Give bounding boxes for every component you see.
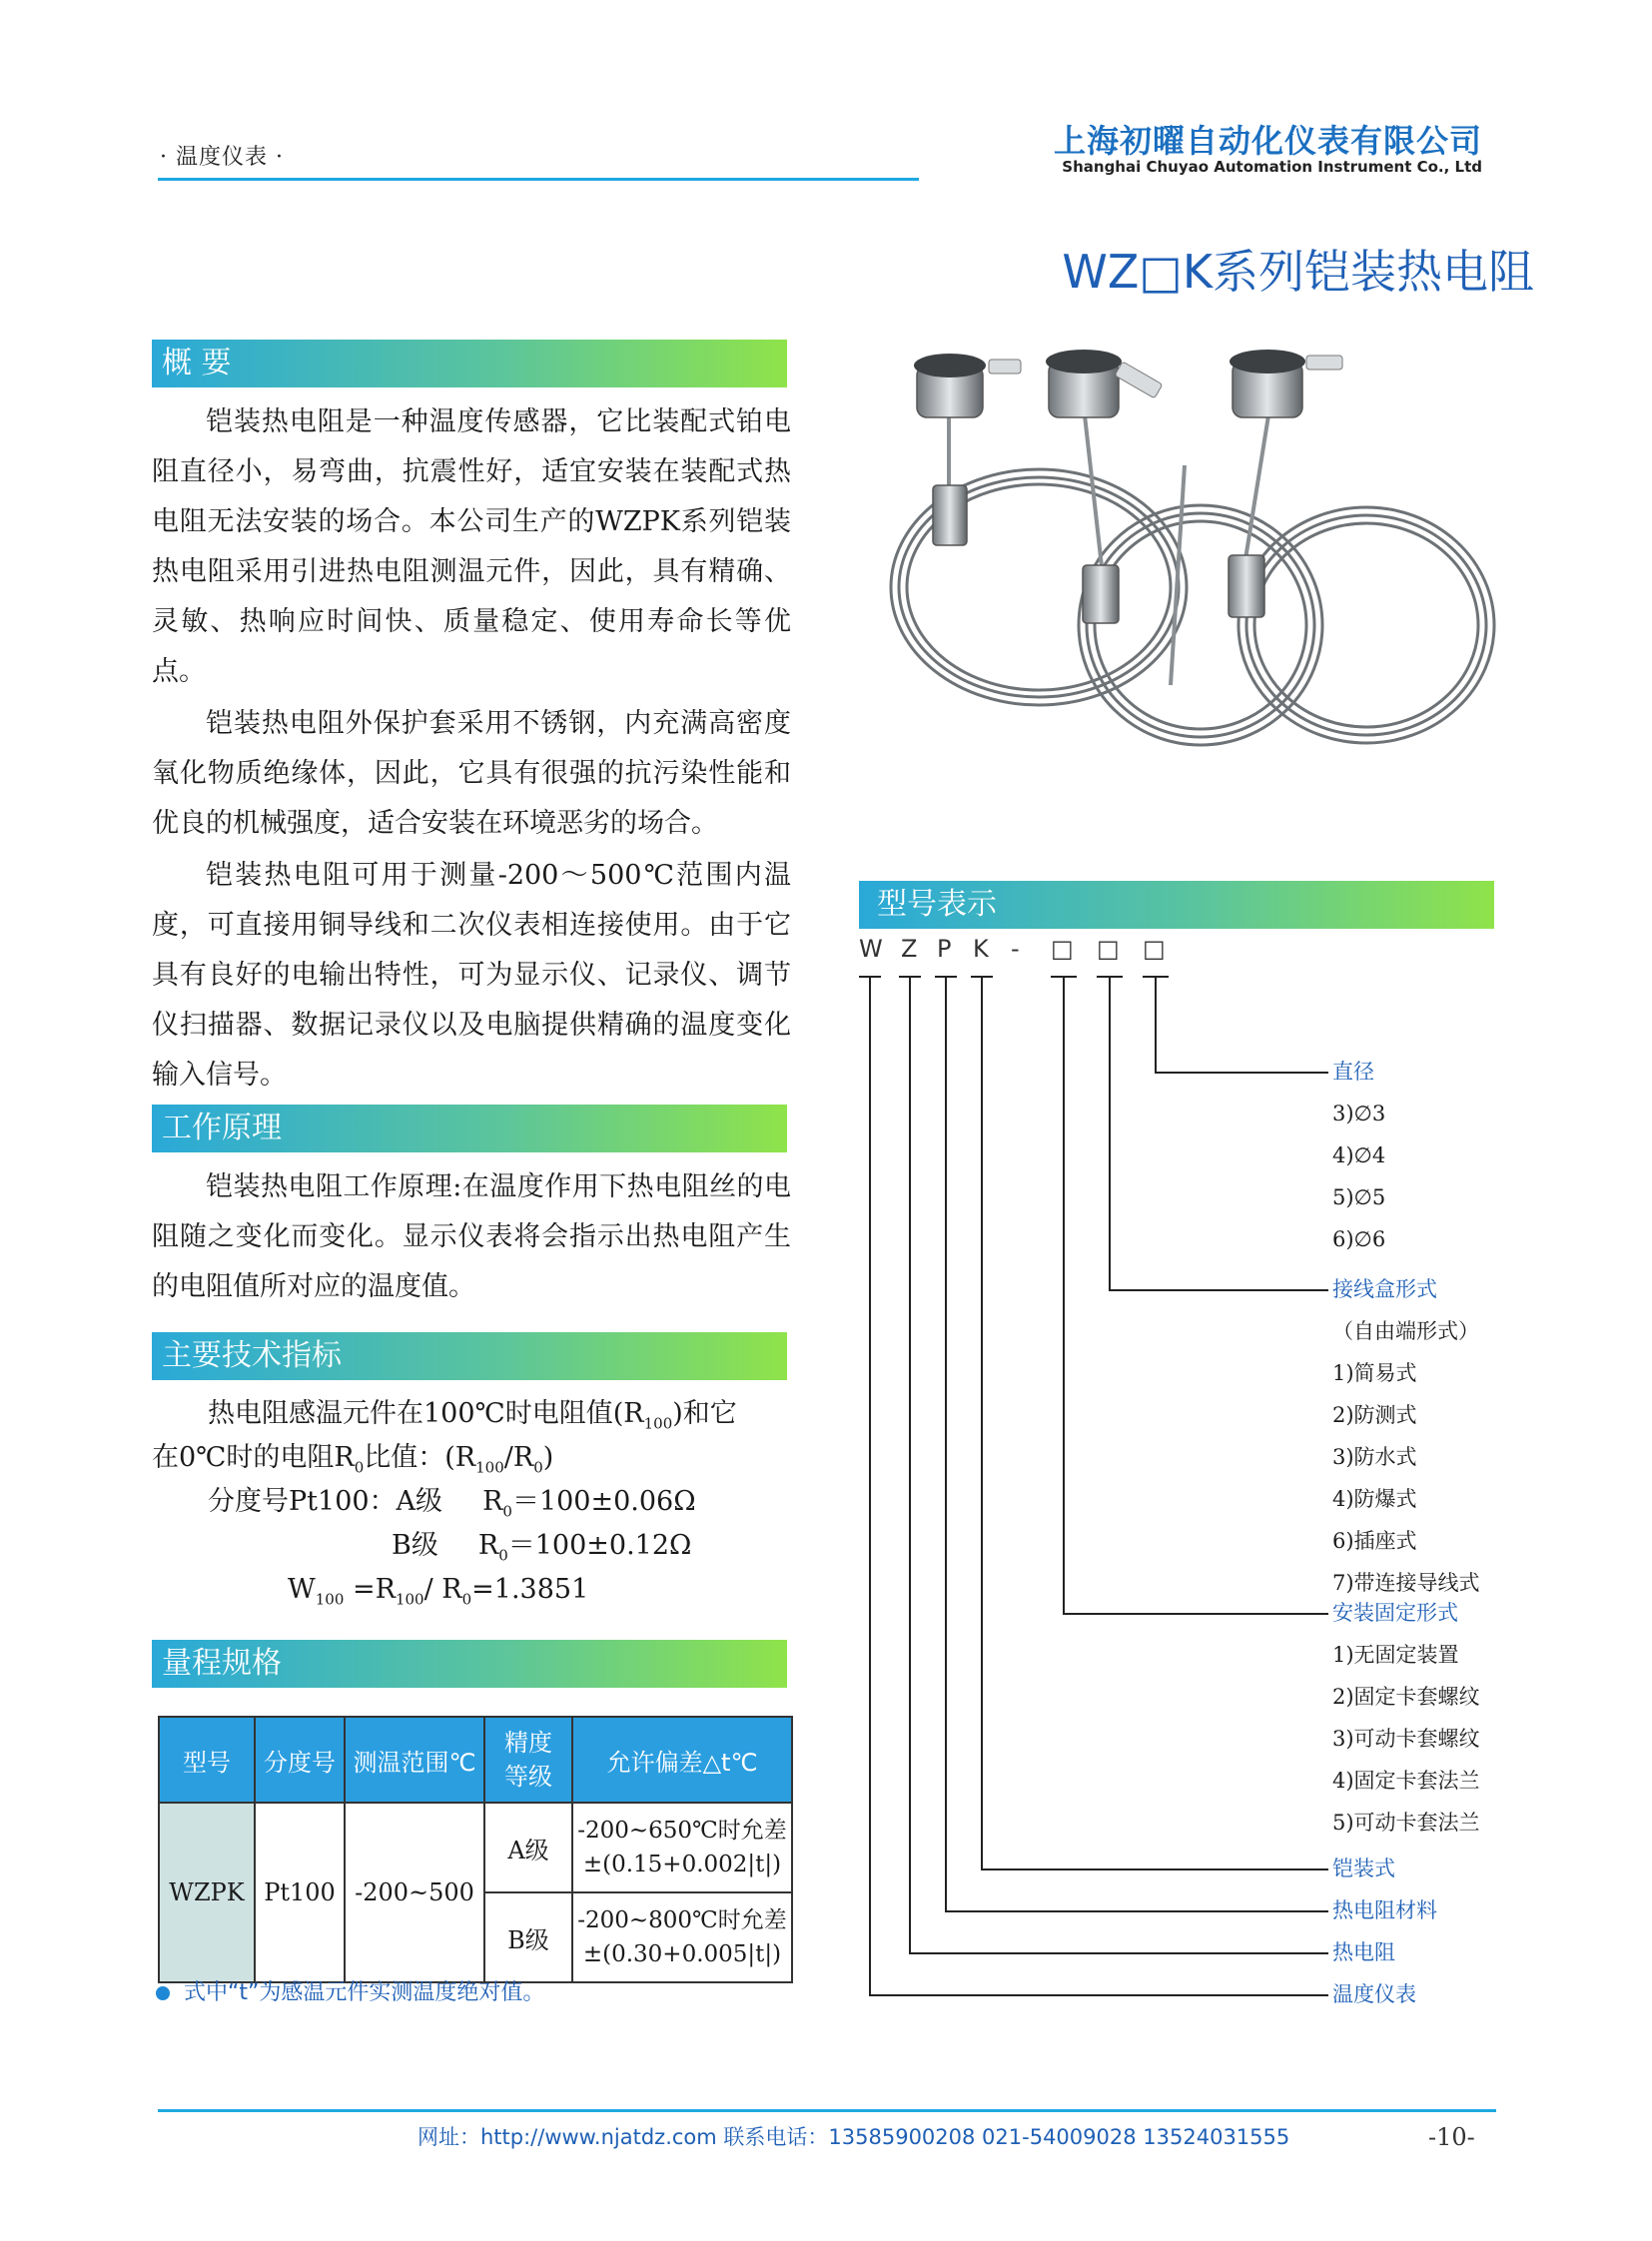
spec-line-1: 热电阻感温元件在100℃时电阻值$(R_{100})$和它 <box>208 1398 737 1433</box>
table-header-deviation: 允许偏差△t℃ <box>572 1717 792 1803</box>
cell-deviation: -200~800℃时允差 ±(0.30+0.005|t|) <box>572 1892 792 1982</box>
section-model-code-heading: 型号表示 <box>859 881 1494 929</box>
code-box-junction: □ <box>1097 935 1120 963</box>
table-header-model: 型号 <box>159 1717 255 1803</box>
bullet-icon <box>156 1986 170 2000</box>
cell-temp-range: -200~500 <box>345 1803 484 1982</box>
cell-deviation: -200~650℃时允差 ±(0.15+0.002|t|) <box>572 1803 792 1892</box>
company-name-cn: 上海初曜自动化仪表有限公司 <box>1053 122 1482 160</box>
option-junction-free-end: （自由端形式） <box>1332 1319 1479 1343</box>
option-mounting-5: 5)可动卡套法兰 <box>1332 1811 1480 1835</box>
page-number: -10- <box>1428 2123 1475 2151</box>
option-diameter-4: 4)∅4 <box>1332 1143 1386 1167</box>
option-heading-material: 热电阻材料 <box>1332 1898 1437 1922</box>
option-junction-3: 3)防水式 <box>1332 1445 1417 1469</box>
footer-contact: 网址：http://www.njatdz.com 联系电话：13585900208 021-54009028 13524031555 <box>417 2125 1290 2149</box>
category-label: · 温度仪表 · <box>160 145 284 170</box>
overview-paragraph-2: 铠装热电阻外保护套采用不锈钢，内充满高密度氧化物质绝缘体，因此，它具有很强的抗污染性能和优良的机械强度，适合安装在环境恶劣的场合。 <box>152 708 791 839</box>
table-row <box>159 1803 792 1892</box>
spec-grade-a: 分度号Pt100：A级 $R_0=100\pm 0.06\Omega$ <box>208 1486 696 1521</box>
option-mounting-3: 3)可动卡套螺纹 <box>1332 1727 1480 1751</box>
footer-rule <box>158 2109 1496 2112</box>
range-table <box>158 1716 793 1983</box>
header-rule <box>158 178 919 181</box>
cell-graduation: Pt100 <box>255 1803 345 1982</box>
principle-paragraph: 铠装热电阻工作原理:在温度作用下热电阻丝的电阻随之变化而变化。显示仪表将会指示出热电阻产生的电阻值所对应的温度值。 <box>152 1171 791 1302</box>
overview-paragraph-1: 铠装热电阻是一种温度传感器，它比装配式铂电阻直径小，易弯曲，抗震性好，适宜安装在装配式热电阻无法安装的场合。本公司生产的WZPK系列铠装热电阻采用引进热电阻测温元件，因此，具有精确、灵敏、热响应时间快、质量稳定、使用寿命长等优点。 <box>152 406 791 687</box>
table-header-grade: 精度 等级 <box>484 1717 572 1803</box>
spec-w-ratio: $W_{100} =R_{100}/$ $R_0=1.3851$ <box>288 1574 589 1609</box>
spec-grade-b: B级 $R_0=100\pm 0.12\Omega$ <box>392 1530 692 1565</box>
option-diameter-3: 3)∅3 <box>1332 1102 1386 1125</box>
spec-line-2: 在0℃时的电阻$R_0$比值：$(R_{100}/R_0)$ <box>152 1442 554 1477</box>
option-junction-2: 2)防测式 <box>1332 1403 1417 1427</box>
code-box-diameter: □ <box>1143 935 1166 963</box>
code-letter-z: Z <box>901 935 918 963</box>
option-mounting-2: 2)固定卡套螺纹 <box>1332 1685 1480 1709</box>
table-header-range: 测温范围℃ <box>345 1717 484 1803</box>
cell-grade: A级 <box>484 1803 572 1892</box>
option-diameter-6: 6)∅6 <box>1332 1227 1386 1251</box>
option-heading-rtd: 热电阻 <box>1332 1940 1395 1964</box>
option-heading-diameter: 直径 <box>1332 1060 1374 1084</box>
option-heading-mounting: 安装固定形式 <box>1332 1601 1458 1625</box>
option-heading-armored: 铠装式 <box>1332 1857 1395 1880</box>
range-note: 式中“t”为感温元件实测温度绝对值。 <box>156 1975 544 2006</box>
option-mounting-4: 4)固定卡套法兰 <box>1332 1769 1480 1793</box>
option-junction-7: 7)带连接导线式 <box>1332 1571 1480 1595</box>
code-box-mount: □ <box>1051 935 1074 963</box>
section-specs-heading: 主要技术指标 <box>152 1332 787 1380</box>
section-overview-heading: 概 要 <box>152 340 787 387</box>
table-header-graduation: 分度号 <box>255 1717 345 1803</box>
company-name-en: Shanghai Chuyao Automation Instrument Co., Ltd <box>1062 158 1482 176</box>
option-junction-6: 6)插座式 <box>1332 1529 1417 1553</box>
section-principle-heading: 工作原理 <box>152 1105 787 1152</box>
code-letter-w: W <box>859 935 883 963</box>
option-heading-instrument: 温度仪表 <box>1332 1982 1416 2006</box>
overview-paragraph-3: 铠装热电阻可用于测量-200～500℃范围内温度，可直接用铜导线和二次仪表相连接使用。由于它具有良好的电输出特性，可为显示仪、记录仪、调节仪扫描器、数据记录仪以及电脑提供精确的温度变化输入信号。 <box>152 860 791 1091</box>
code-letter-k: K <box>973 935 989 963</box>
page-title: WZ□K系列铠装热电阻 <box>1062 245 1534 299</box>
option-junction-1: 1)简易式 <box>1332 1361 1417 1385</box>
option-mounting-1: 1)无固定装置 <box>1332 1643 1459 1667</box>
option-diameter-5: 5)∅5 <box>1332 1185 1386 1209</box>
code-dash: - <box>1011 935 1020 963</box>
option-heading-junction: 接线盒形式 <box>1332 1277 1437 1301</box>
option-junction-4: 4)防爆式 <box>1332 1487 1417 1511</box>
code-letter-p: P <box>937 935 952 963</box>
section-range-heading: 量程规格 <box>152 1640 787 1688</box>
product-photo <box>889 326 1508 785</box>
cell-model: WZPK <box>159 1803 255 1982</box>
cell-grade: B级 <box>484 1892 572 1982</box>
